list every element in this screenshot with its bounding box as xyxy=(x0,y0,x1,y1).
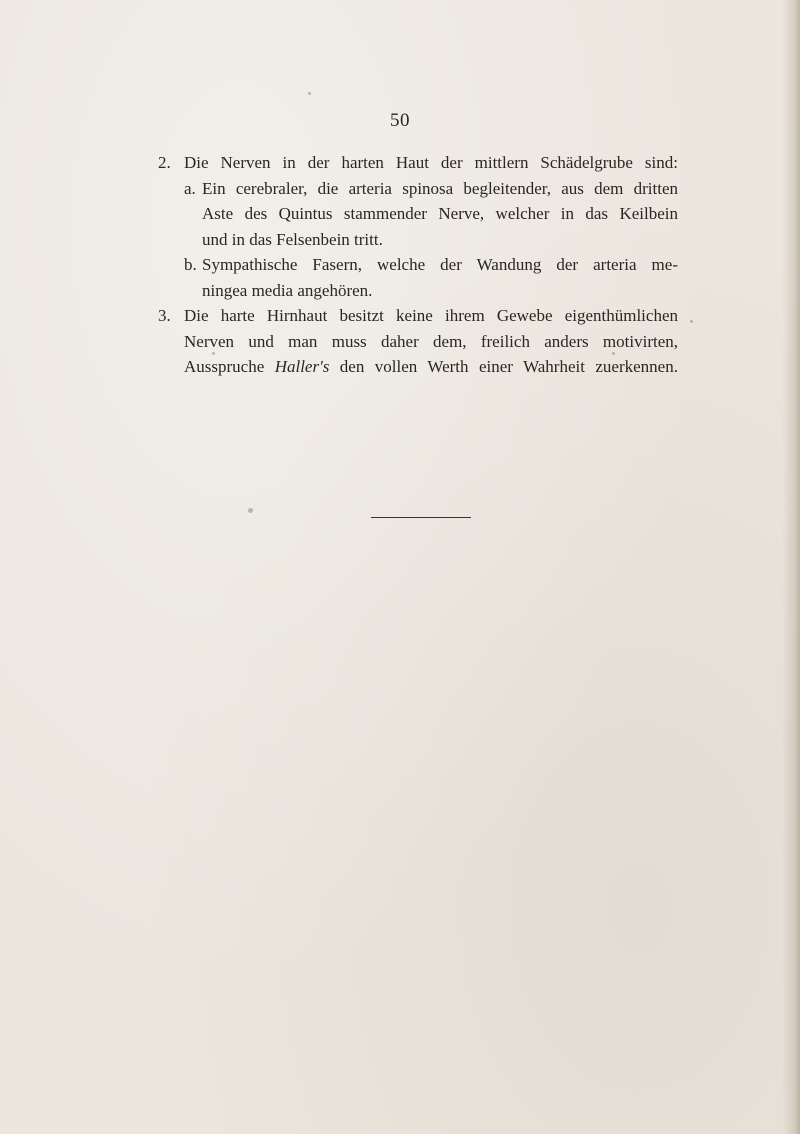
line-text: den vollen Werth einer Wahrheit zuerkennen. xyxy=(329,357,678,376)
item-number: 2. xyxy=(158,153,171,172)
item-b-line-2: ningea media angehören. xyxy=(202,280,373,300)
page-number: 50 xyxy=(390,110,410,131)
subitem-text: Sympathische Fasern, welche der Wandung der arteria me- xyxy=(202,255,678,274)
item-a-line-3: und in das Felsenbein tritt. xyxy=(202,229,383,249)
item-3-line-3 xyxy=(158,354,678,380)
body-text xyxy=(158,150,678,380)
paper-speck xyxy=(690,320,693,323)
item-text: Die Nerven in der harten Haut der mittlern Schädelgrube sind: xyxy=(184,153,678,172)
item-a-line-1 xyxy=(158,176,678,202)
italic-name: Haller's xyxy=(274,357,330,376)
subitem-text: Ein cerebraler, die arteria spinosa begleitender, aus dem dritten xyxy=(202,178,678,198)
subitem-label: a. xyxy=(184,178,196,198)
item-3-line-1 xyxy=(158,303,678,329)
item-number: 3. xyxy=(158,306,171,325)
paper-speck xyxy=(308,92,311,95)
item-3-line-2: Nerven und man muss daher dem, freilich anders motivirten, xyxy=(184,331,678,351)
section-divider xyxy=(371,517,471,518)
page-edge-shadow xyxy=(782,0,800,1134)
item-text: Die harte Hirnhaut besitzt keine ihrem Gewebe eigenthümlichen xyxy=(184,306,678,325)
line-text: Ausspruche xyxy=(184,357,275,376)
item-a-line-2: Aste des Quintus stammender Nerve, welcher in das Keilbein xyxy=(202,204,678,223)
subitem-label: b. xyxy=(184,255,197,274)
item-2-line xyxy=(158,150,678,176)
item-b-line-1 xyxy=(158,252,678,278)
paper-speck xyxy=(212,352,215,355)
paper-speck xyxy=(612,352,615,355)
paper-speck xyxy=(248,508,253,513)
